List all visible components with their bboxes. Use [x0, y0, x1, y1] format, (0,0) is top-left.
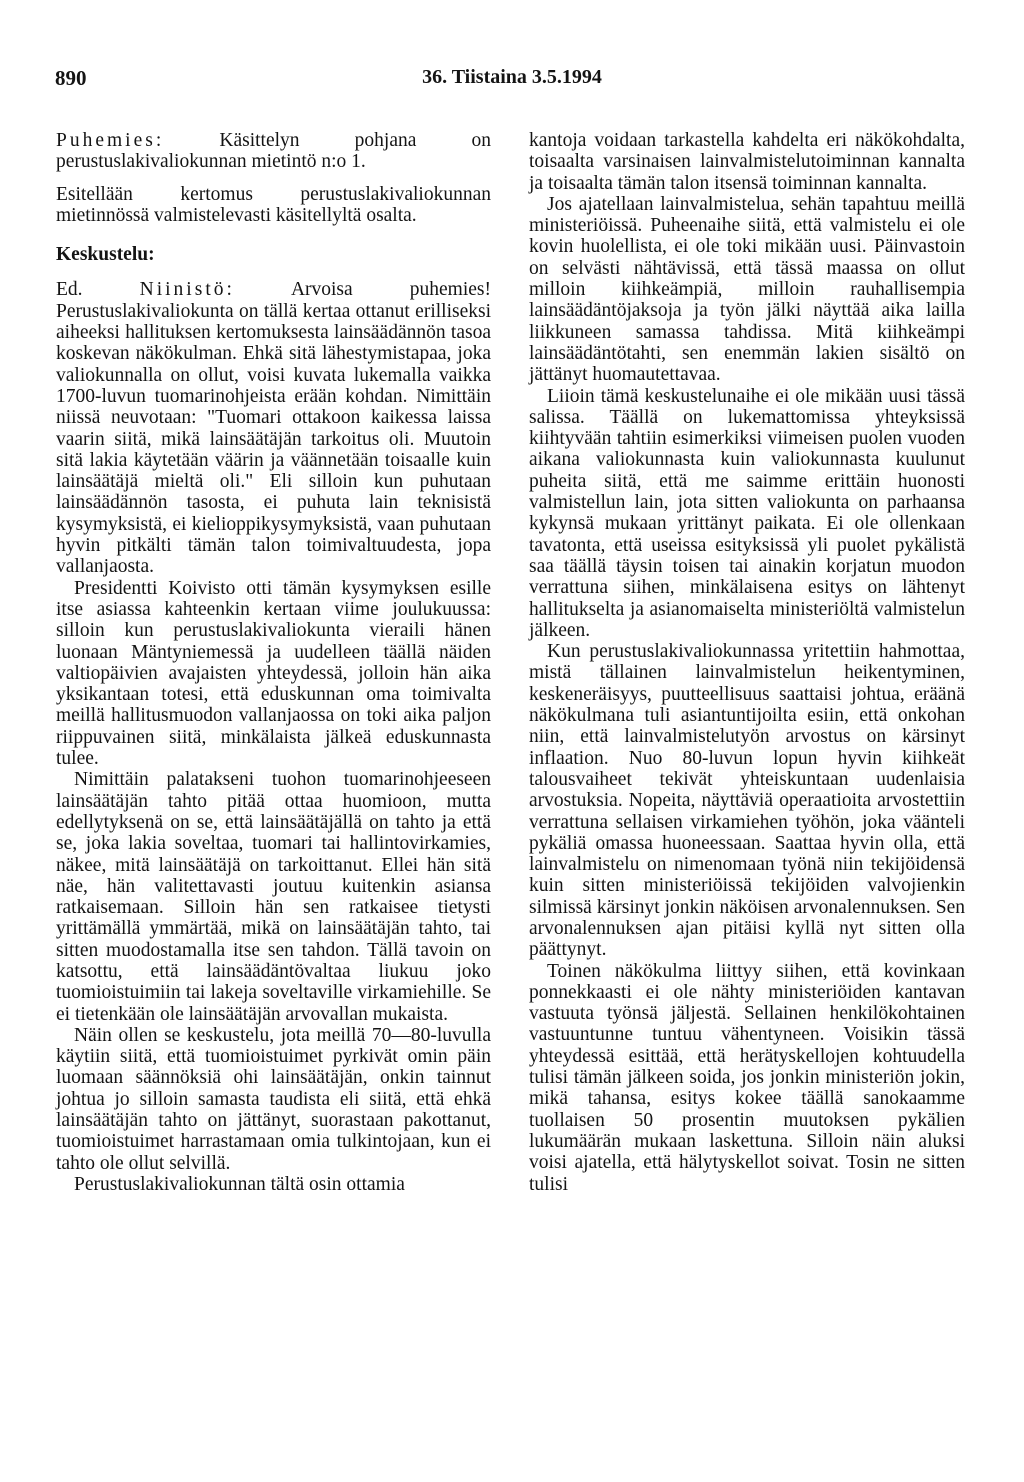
body-paragraph: Presidentti Koivisto otti tämän kysymyksen esille itse asiassa kahteenkin kertaan viime joulukuussa: silloin kun perustuslakivaliokunta vieraili hänen luonaan Mäntyniemessä ja uudelleen täällä näiden valtiopäivien avajaisten yhteydessä, jolloin hän aika yksikantaan totesi, että eduskunnan oma toimivalta meillä hallitusmuodon vallanjaossa on toki aika paljon riippuvainen siitä, minkälaista jälkeä eduskunnasta tulee.: [56, 577, 491, 770]
body-paragraph: Kun perustuslakivaliokunnassa yritettiin hahmottaa, mistä tällainen lainvalmistelun heikentyminen, keskeneräisyys, puutteellisuus saattaisi johtua, eräänä näkökulmana tuli asiantuntijoilta esiin, että onkohan niin, että lainvalmistelutyön arvostus on kärsinyt inflaation. Nuo 80-luvun lopun hyvin kiihkeät talousvaiheet tekivät yhteiskuntaan uudenlaisia arvostuksia. Nopeita, näyttäviä operaatioita arvostettiin verrattuna sellaisen virkamiehen työhön, joka väänteli pykäliä omassa huoneessaan. Saattaa hyvin olla, että lainvalmistelu on nimenomaan työnä niin tekijöidensä kuin sitten ministeriöissä tekijöiden valvojienkin silmissä kärsinyt jonkin näköisen arvonalennuksen. Sen arvonalennuksen ajan pitäisi kyllä nyt sitten olla päättynyt.: [529, 641, 965, 961]
left-column: [56, 130, 491, 1195]
running-header: 36. Tiistaina 3.5.1994: [422, 66, 602, 88]
body-paragraph: kantoja voidaan tarkastella kahdelta eri näkökohdalta, toisaalta varsinaisen lainvalmistelutoiminnan kannalta ja toisaalta tämän talon itsensä toiminnan kannalta.: [529, 130, 965, 194]
agenda-paragraph: Esitellään kertomus perustuslakivaliokunnan mietinnössä valmistelevasti käsitellyltä osalta.: [56, 183, 491, 226]
speech-opening: [56, 279, 491, 577]
body-paragraph: Nimittäin palatakseni tuohon tuomarinohjeeseen lainsäätäjän tahto pitää ottaa huomioon, mutta edellytyksenä on se, että lainsäätäjällä on tahto ja että se, joka lakia soveltaa, tuomari tai hallintovirkamies, näkee, mitä lainsäätäjä on tarkoittanut. Ellei hän sitä näe, hän valitettavasti joutuu kuitenkin asiansa ratkaisemaan. Silloin hän sen ratkaisee tietysti yrittämällä ymmärtää, mikä on lainsäätäjän tahto, tai sitten muodostamalla itse sen tahdon. Tällä tavoin on katsottu, että lainsäädäntövaltaa liukuu joko tuomioistuimiin tai lakeja soveltaville virkamiehille. Se ei tietenkään ole lainsäätäjän arvovallan mukaista.: [56, 769, 491, 1025]
body-paragraph: Näin ollen se keskustelu, jota meillä 70—80-luvulla käytiin siitä, että tuomioistuimet pyrkivät omin päin luomaan säännöksiä ohi lainsäätäjän, onkin tainnut johtua jo silloin samasta taudista eli siitä, että ehkä lainsäätäjän tahto on jättänyt, suorastaan pakottanut, tuomioistuimet harrastamaan omia tulkintojaan, kun ei tahto ole ollut selvillä.: [56, 1024, 491, 1174]
speaker-prefix: Ed.: [56, 279, 83, 301]
speaker-name: Niinistö:: [139, 279, 235, 301]
statement-text: Käsittelyn pohjana on perustuslakivaliokunnan mietintö n:o 1.: [56, 130, 491, 173]
chair-statement: [56, 130, 491, 173]
page-number: 890: [55, 66, 87, 90]
body-paragraph: Toinen näkökulma liittyy siihen, että kovinkaan ponnekkaasti ei ole nähty ministeriöiden kantavan vastuuta työnsä jäljestä. Sellainen henkilökohtainen vastuuntunne tuntuu vähentyneen. Voisikin tässä yhteydessä esittää, että herätyskellojen kohtuudella tulisi tämän jälkeen soida, jos jonkin ministeriön jokin, mikä tahansa, esitys kokee täällä sanokaamme tuollaisen 50 prosentin muutoksen pykälien lukumäärän mukaan laskettuna. Silloin näin aluksi voisi ajatella, että hälytyskellot soivat. Tosin ne sitten tulisi: [529, 960, 965, 1195]
body-paragraph: Perustuslakivaliokunnan tältä osin ottamia: [74, 1173, 405, 1195]
discussion-heading: Keskustelu:: [56, 244, 155, 266]
right-column: [529, 130, 965, 1195]
body-paragraph: Jos ajatellaan lainvalmistelua, sehän tapahtuu meillä ministeriöissä. Puheenaihe siitä, että valmistelu ei ole kovin huolellista, ei ole toki mikään uusi. Päinvastoin on selvästi nähtävissä, että tässä maassa on ollut milloin kiihkeämpiä, milloin rauhallisempia lainsäädäntöjaksoja ja työn jälki näyttää aika lailla liikkuneen samassa tahdissa. Mitä kiihkeämpi lainsäädäntötahti, sen enemmän lakien sisältö on jättänyt huomautettavaa.: [529, 193, 965, 386]
body-paragraph: Liioin tämä keskustelunaihe ei ole mikään uusi tässä salissa. Täällä on lukemattomissa yhteyksissä kiihtyvään tahtiin esimerkiksi viimeisen puolen vuoden aikana valiokunnasta kuin valiokunnasta kuulunut puheita siitä, että me saimme erittäin huonosti valmistellun lain, jota sitten valiokunta on parhaansa kykynsä mukaan yrittänyt paikata. Ei ole ollenkaan tavatonta, että useissa esityksissä yli puolet pykälistä saa täällä täysin toisen tai ainakin korjatun muodon verrattuna siihen, minkälaisena esitys on lähtenyt hallitukselta ja asianomaiselta ministeriöltä valmistelun jälkeen.: [529, 385, 965, 641]
speaker-name: Puhemies:: [56, 130, 165, 151]
speech-text: Arvoisa puhemies! Perustuslakivaliokunta on tällä kertaa ottanut erilliseksi aiheeksi hallituksen kertomuksesta lainsäädännön tasoa koskevan näkökulman. Ehkä sitä lähestymistapaa, joka valiokunnalla on ollut, voisi kuvata lukemalla vaikka 1700-luvun tuomarinohjeista erään kohdan. Nimittäin niissä neuvotaan: "Tuomari ottakoon kaikessa laissa vaarin siitä, mikä lainsäätäjän tarkoitus oli. Muutoin sitä lakia käytetään väärin ja väännetään toisaalle kuin lainsäätäjä mieltä oli." Eli silloin kun puhutaan lainsäädännön tasosta, ei puhuta lain teknisistä kysymyksistä, ei kielioppikysymyksistä, vaan puhutaan hyvin pitkälti tämän talon toimivaltuudesta, jopa vallanjaosta.: [56, 279, 491, 578]
